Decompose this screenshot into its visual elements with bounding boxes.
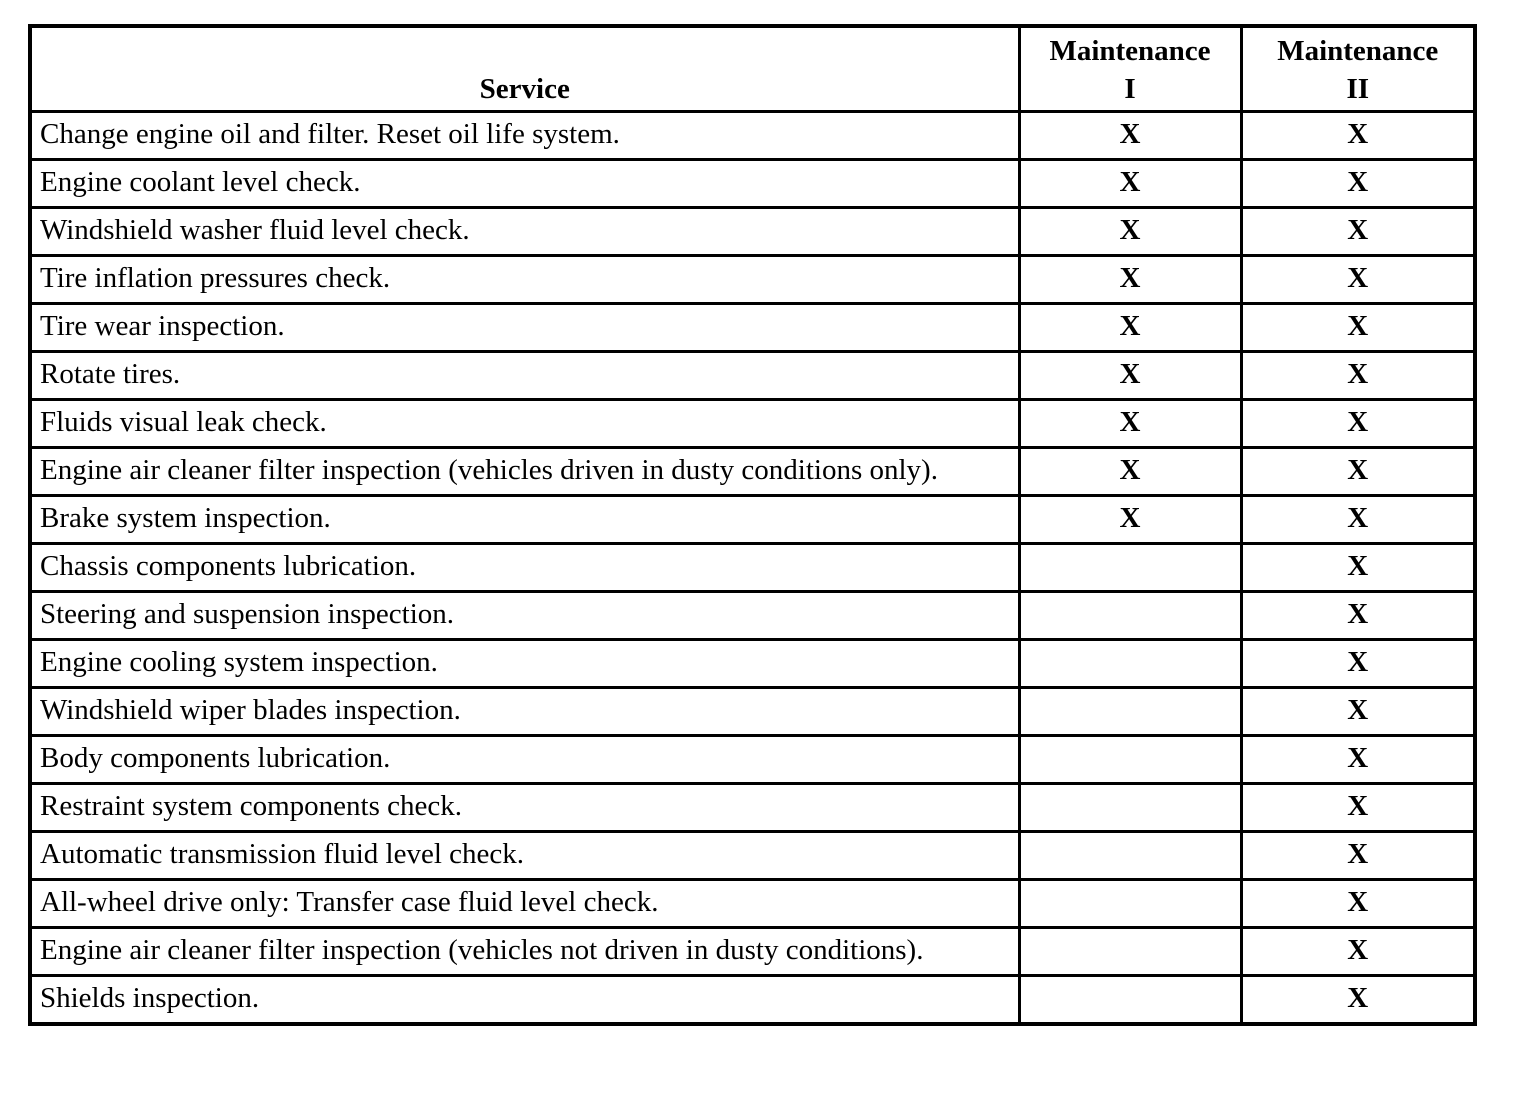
maintenance-2-cell: X	[1241, 736, 1475, 784]
maintenance-1-cell: X	[1019, 400, 1241, 448]
header-maintenance-2-line-1: Maintenance	[1277, 35, 1439, 67]
maintenance-2-cell: X	[1241, 544, 1475, 592]
table-header-row	[30, 26, 1475, 112]
maintenance-1-cell: X	[1019, 160, 1241, 208]
maintenance-1-cell	[1019, 640, 1241, 688]
table-row	[30, 832, 1475, 880]
header-maintenance-1	[1019, 26, 1241, 112]
service-cell: Brake system inspection.	[30, 496, 1019, 544]
header-maintenance-1-line-1: Maintenance	[1049, 35, 1211, 67]
maintenance-2-cell: X	[1241, 400, 1475, 448]
maintenance-2-cell: X	[1241, 352, 1475, 400]
table-row	[30, 736, 1475, 784]
maintenance-1-cell: X	[1019, 352, 1241, 400]
table-row	[30, 304, 1475, 352]
maintenance-1-cell	[1019, 688, 1241, 736]
header-maintenance-2-line-2: II	[1346, 73, 1370, 105]
maintenance-1-cell	[1019, 592, 1241, 640]
service-cell: Chassis components lubrication.	[30, 544, 1019, 592]
maintenance-1-cell	[1019, 976, 1241, 1025]
maintenance-1-cell: X	[1019, 112, 1241, 160]
maintenance-1-cell: X	[1019, 208, 1241, 256]
maintenance-2-cell: X	[1241, 160, 1475, 208]
maintenance-2-cell: X	[1241, 880, 1475, 928]
maintenance-1-cell	[1019, 784, 1241, 832]
maintenance-1-cell: X	[1019, 496, 1241, 544]
table-body	[30, 112, 1475, 1025]
service-cell: Fluids visual leak check.	[30, 400, 1019, 448]
header-service-label: Service	[479, 73, 570, 105]
maintenance-1-cell: X	[1019, 256, 1241, 304]
table-row	[30, 112, 1475, 160]
header-maintenance-1-line-2: I	[1124, 73, 1136, 105]
maintenance-1-cell	[1019, 928, 1241, 976]
table-row	[30, 208, 1475, 256]
maintenance-1-cell	[1019, 544, 1241, 592]
service-cell: All-wheel drive only: Transfer case fluid level check.	[30, 880, 1019, 928]
maintenance-1-cell: X	[1019, 448, 1241, 496]
table-row	[30, 928, 1475, 976]
table-row	[30, 784, 1475, 832]
service-cell: Engine coolant level check.	[30, 160, 1019, 208]
maintenance-1-cell	[1019, 832, 1241, 880]
maintenance-2-cell: X	[1241, 496, 1475, 544]
header-maintenance-2	[1241, 26, 1475, 112]
maintenance-2-cell: X	[1241, 640, 1475, 688]
maintenance-2-cell: X	[1241, 976, 1475, 1025]
table-row	[30, 880, 1475, 928]
service-cell: Restraint system components check.	[30, 784, 1019, 832]
table-row	[30, 688, 1475, 736]
service-cell: Engine cooling system inspection.	[30, 640, 1019, 688]
service-cell: Shields inspection.	[30, 976, 1019, 1025]
service-cell: Change engine oil and filter. Reset oil life system.	[30, 112, 1019, 160]
service-cell: Windshield washer fluid level check.	[30, 208, 1019, 256]
maintenance-1-cell: X	[1019, 304, 1241, 352]
maintenance-2-cell: X	[1241, 256, 1475, 304]
maintenance-2-cell: X	[1241, 304, 1475, 352]
table-row	[30, 448, 1475, 496]
maintenance-2-cell: X	[1241, 112, 1475, 160]
maintenance-2-cell: X	[1241, 832, 1475, 880]
header-service	[30, 26, 1019, 112]
maintenance-2-cell: X	[1241, 688, 1475, 736]
maintenance-2-cell: X	[1241, 928, 1475, 976]
maintenance-2-cell: X	[1241, 448, 1475, 496]
maintenance-2-cell: X	[1241, 592, 1475, 640]
service-cell: Rotate tires.	[30, 352, 1019, 400]
table-row	[30, 544, 1475, 592]
service-cell: Engine air cleaner filter inspection (vehicles driven in dusty conditions only).	[30, 448, 1019, 496]
service-cell: Steering and suspension inspection.	[30, 592, 1019, 640]
maintenance-1-cell	[1019, 736, 1241, 784]
table-row	[30, 640, 1475, 688]
table-row	[30, 160, 1475, 208]
service-cell: Tire inflation pressures check.	[30, 256, 1019, 304]
service-cell: Windshield wiper blades inspection.	[30, 688, 1019, 736]
maintenance-2-cell: X	[1241, 208, 1475, 256]
table-row	[30, 352, 1475, 400]
table-row	[30, 256, 1475, 304]
service-cell: Tire wear inspection.	[30, 304, 1019, 352]
table-row	[30, 496, 1475, 544]
maintenance-1-cell	[1019, 880, 1241, 928]
table-row	[30, 976, 1475, 1025]
service-cell: Automatic transmission fluid level check.	[30, 832, 1019, 880]
service-cell: Body components lubrication.	[30, 736, 1019, 784]
table-row	[30, 400, 1475, 448]
service-cell: Engine air cleaner filter inspection (vehicles not driven in dusty conditions).	[30, 928, 1019, 976]
maintenance-2-cell: X	[1241, 784, 1475, 832]
table-row	[30, 592, 1475, 640]
maintenance-schedule-table	[28, 24, 1477, 1026]
